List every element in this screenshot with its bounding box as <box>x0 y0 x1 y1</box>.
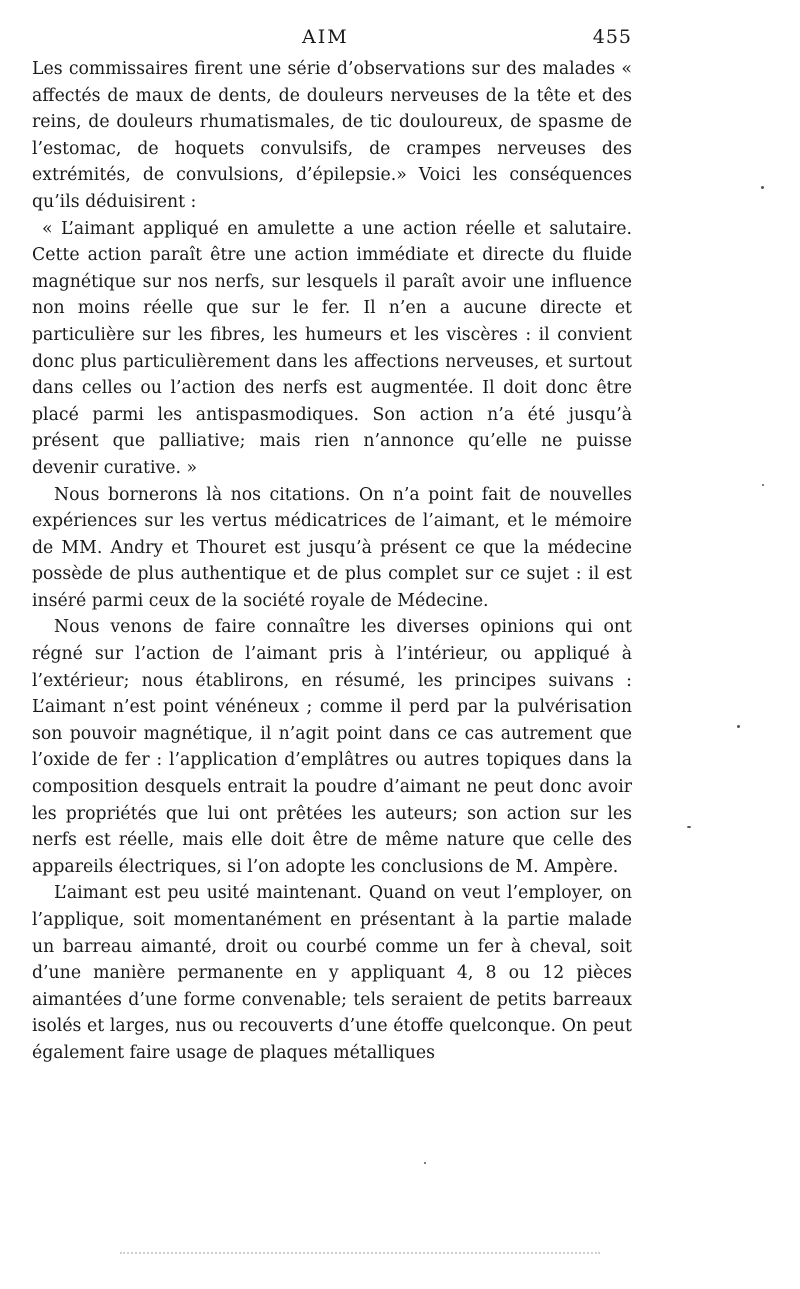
running-title: AIM <box>302 26 349 48</box>
body-text <box>32 56 632 1067</box>
scan-speck <box>737 725 740 728</box>
scan-speck <box>687 826 691 828</box>
running-head <box>32 26 632 56</box>
paragraph-commissioners: Les commissaires firent une série d’observations sur des malades « affectés de maux de dents, de douleurs nerveuses de la tête et des reins, de douleurs rhumatismales, de tic douloureux, de spasme de l’estomac, de hoquets convulsifs, de crampes nerveuses des extrémités, de convulsions, d’épilepsie.» Voici les conséquences qu’ils déduisirent : <box>32 59 632 212</box>
paragraph-summary: Nous venons de faire connaître les diverses opinions qui ont régné sur l’action de l’aimant pris à l’intérieur, ou appliqué à l’extérieur; nous établirons, en résumé, les principes suivans : L’aimant n’est point vénéneux ; comme il perd par la pulvérisation son pouvoir magnétique, il n’agit point dans ce cas autrement que l’oxide de fer : l’application d’emplâtres ou autres topiques dans la composition desquels entrait la poudre d’aimant ne peut donc avoir les propriétés que lui ont prêtées les auteurs; son action sur les nerfs est réelle, mais elle doit être de même nature que celle des appareils électriques, si l’on adopte les conclusions de M. Ampère. <box>32 617 632 877</box>
scan-speck <box>424 1162 426 1164</box>
scan-dotted-line <box>120 1248 600 1254</box>
book-page <box>32 26 632 1067</box>
paragraph-usage: L’aimant est peu usité maintenant. Quand on veut l’employer, on l’applique, soit momentanément en présentant à la partie malade un barreau aimanté, droit ou courbé comme un fer à cheval, soit d’une manière permanente en y appliquant 4, 8 ou 12 pièces aimantées d’une forme convenable; tels seraient de petits barreaux isolés et larges, nus ou recouverts d’une étoffe quelconque. On peut également faire usage de plaques métalliques <box>32 883 632 1063</box>
page-number: 455 <box>592 26 632 48</box>
paragraph-citations: Nous bornerons là nos citations. On n’a point fait de nouvelles expériences sur les vertus médicatrices de l’aimant, et le mémoire de MM. Andry et Thouret est jusqu’à présent ce que la médecine possède de plus authentique et de plus complet sur ce sujet : il est inséré parmi ceux de la société royale de Médecine. <box>32 484 632 611</box>
scan-speck <box>761 186 764 189</box>
paragraph-quotation: « L’aimant appliqué en amulette a une action réelle et salutaire. Cette action paraît être une action immédiate et directe du fluide magnétique sur nos nerfs, sur lesquels il paraît avoir une influence non moins réelle que sur le fer. Il n’en a aucune directe et particulière sur les fibres, les humeurs et les viscères : il convient donc plus particulièrement dans les affections nerveuses, et surtout dans celles ou l’action des nerfs est augmentée. Il doit donc être placé parmi les antispasmodiques. Son action n’a été jusqu’à présent que palliative; mais rien n’annonce qu’elle ne puisse devenir curative. » <box>32 218 632 478</box>
scan-speck <box>762 484 764 486</box>
